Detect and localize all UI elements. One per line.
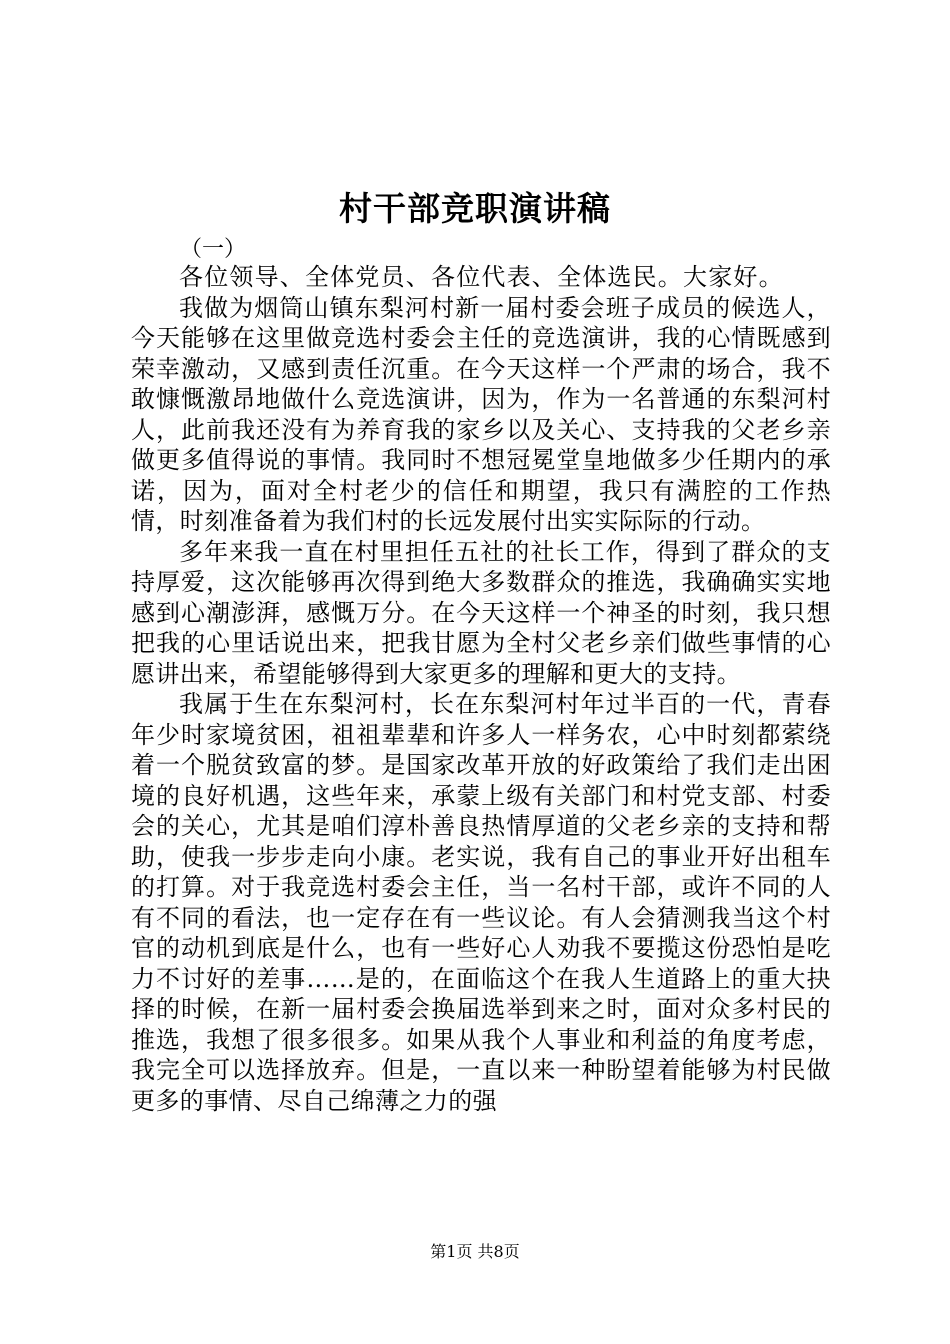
page-number-footer: 第1页 共8页 [430, 1242, 520, 1261]
section-label: （一） [180, 237, 247, 262]
paragraph-experience: 多年来我一直在村里担任五社的社长工作，得到了群众的支持厚爱，这次能够再次得到绝大多数群众的推选，我确确实实地感到心潮澎湃，感慨万分。在今天这样一个神圣的时刻，我只想把我的心里话说出来，把我甘愿为全村父老乡亲们做些事情的心愿讲出来，希望能够得到大家更多的理解和更大的支持。 [131, 537, 831, 688]
paragraph-introduction: 我做为烟筒山镇东梨河村新一届村委会班子成员的候选人，今天能够在这里做竞选村委会主任的竞选演讲，我的心情既感到荣幸激动，又感到责任沉重。在今天这样一个严肃的场合，我不敢慷慨激昂地做什么竞选演讲，因为，作为一名普通的东梨河村人，此前我还没有为养育我的家乡以及关心、支持我的父老乡亲做更多值得说的事情。我同时不想冠冕堂皇地做多少任期内的承诺，因为，面对全村老少的信任和期望，我只有满腔的工作热情，时刻准备着为我们村的长远发展付出实实际际的行动。 [131, 293, 831, 535]
document-title: 村干部竞职演讲稿 [339, 189, 611, 228]
document-body [131, 262, 831, 1116]
paragraph-background: 我属于生在东梨河村，长在东梨河村年过半百的一代，青春年少时家境贫困，祖祖辈辈和许多人一样务农，心中时刻都萦绕着一个脱贫致富的梦。是国家改革开放的好政策给了我们走出困境的良好机遇，这些年来，承蒙上级有关部门和村党支部、村委会的关心，尤其是咱们淳朴善良热情厚道的父老乡亲的支持和帮助，使我一步步走向小康。老实说，我有自己的事业开好出租车的打算。对于我竞选村委会主任，当一名村干部，或许不同的人有不同的看法，也一定存在有一些议论。有人会猜测我当这个村官的动机到底是什么，也有一些好心人劝我不要揽这份恐怕是吃力不讨好的差事……是的，在面临这个在我人生道路上的重大抉择的时候，在新一届村委会换届选举到来之时，面对众多村民的推选，我想了很多很多。如果从我个人事业和利益的角度考虑，我完全可以选择放弃。但是，一直以来一种盼望着能够为村民做更多的事情、尽自己绵薄之力的强 [131, 690, 831, 1115]
paragraph-greeting: 各位领导、全体党员、各位代表、全体选民。大家好。 [179, 263, 784, 291]
